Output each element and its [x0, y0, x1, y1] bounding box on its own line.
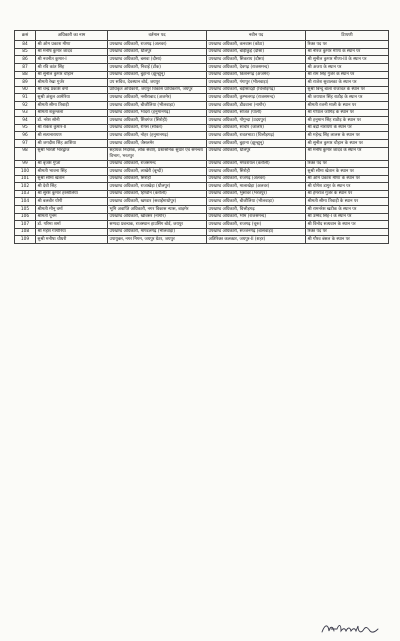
officer-name-cell: डॉ. गरिमा शर्मा	[36, 221, 108, 229]
remark-cell: श्रीमती सीमा तिवाड़ी के स्थान पर	[306, 198, 389, 206]
remark-cell: श्री ओम प्रकाश मीणा के स्थान पर	[306, 175, 389, 183]
serial-number-cell: 102	[15, 183, 36, 191]
current-post-cell: उपखण्ड अधिकारी, नोहर (हनुमानगढ़)	[108, 132, 207, 140]
remark-cell: श्री रामनरेश खटीक के स्थान पर	[306, 206, 389, 214]
current-post-cell: उपखण्ड अधिकारी, बीजौलिया (भीलवाड़ा)	[108, 101, 207, 109]
table-row	[15, 236, 389, 244]
new-post-cell: उपखण्ड अधिकारी, देवगढ़ (राजसमन्द)	[207, 63, 306, 71]
new-post-cell: उपखण्ड अधिकारी, मण्डरायल (करौली)	[207, 160, 306, 168]
table-row	[15, 132, 389, 140]
serial-number-cell: 87	[15, 63, 36, 71]
officer-name-cell: श्री सुनील कुमार चौहान	[36, 71, 108, 79]
table-row	[15, 190, 389, 198]
current-post-cell: उपखण्ड अधिकारी, राजगढ़ (अलवर)	[108, 41, 207, 49]
serial-number-cell: 103	[15, 190, 36, 198]
current-post-cell: उपखण्ड अधिकारी, बसवा (दौसा)	[108, 56, 207, 64]
remark-cell: सुश्री सीमा खेतान के स्थान पर	[306, 168, 389, 176]
new-post-cell: उपखण्ड अधिकारी, सोजत (पाली)	[207, 109, 306, 117]
new-post-cell: उपखण्ड अधिकारी, किशनगढ़ (अजमेर)	[207, 71, 306, 79]
table-row	[15, 160, 389, 168]
new-post-cell: उपखण्ड अधिकारी, मालाखेड़ा (अलवर)	[207, 183, 306, 191]
header-current-post: वर्तमान पद	[108, 31, 207, 41]
table-row	[15, 117, 389, 125]
table-row	[15, 213, 389, 221]
serial-number-cell: 104	[15, 198, 36, 206]
serial-number-cell: 96	[15, 132, 36, 140]
current-post-cell: उपखण्ड अधिकारी, सिरोही	[108, 175, 207, 183]
serial-number-cell: 106	[15, 213, 36, 221]
current-post-cell: उपखण्ड अधिकारी, लाखेरी (बून्दी)	[108, 168, 207, 176]
table-row	[15, 56, 389, 64]
officer-name-cell: श्री देवी सिंह	[36, 183, 108, 191]
remark-cell: श्री सुनील कुमार मीणा-III के स्थान पर	[306, 56, 389, 64]
table-row	[15, 41, 389, 49]
remark-cell: श्री सुनील कुमार चौहान के स्थान पर	[306, 139, 389, 147]
current-post-cell: उप सचिव, देवस्थान बोर्ड, जयपुर	[108, 79, 207, 87]
remark-cell: श्री बद्री नारायण के स्थान पर	[306, 124, 389, 132]
table-row	[15, 139, 389, 147]
table-row	[15, 221, 389, 229]
current-post-cell: उपखण्ड अधिकारी, नसीराबाद (अजमेर)	[108, 94, 207, 102]
officer-name-cell: सुश्री भारती भारद्वाज	[36, 147, 108, 160]
header-officer-name: अधिकारी का नाम	[36, 31, 108, 41]
serial-number-cell: 92	[15, 101, 36, 109]
table-row	[15, 79, 389, 87]
table-row	[15, 109, 389, 117]
serial-number-cell: 100	[15, 168, 36, 176]
new-post-cell: उपखण्ड अधिकारी, सिरोही	[207, 168, 306, 176]
new-post-cell: उपखण्ड अधिकारी, गोगुन्दा (उदयपुर)	[207, 117, 306, 125]
remark-cell: श्री राजेश सुवालका के स्थान पर	[306, 79, 389, 87]
header-serial-number: क्रसं	[15, 31, 36, 41]
officer-name-cell: सुश्री सीमा खेतान	[36, 175, 108, 183]
officer-name-cell: श्री नवनीत कुमार-I	[36, 56, 108, 64]
table-row	[15, 71, 389, 79]
serial-number-cell: 88	[15, 71, 36, 79]
officer-name-cell: श्री रवि कांत सिंह	[36, 63, 108, 71]
serial-number-cell: 107	[15, 221, 36, 229]
serial-number-cell: 97	[15, 139, 36, 147]
table-row	[15, 198, 389, 206]
remark-cell: श्री विनोद सत्यवान के स्थान पर	[306, 221, 389, 229]
new-post-cell: उपखण्ड अधिकारी, राजगढ़ (अलवर)	[207, 175, 306, 183]
new-post-cell: उपखण्ड अधिकारी, भुसावर (भरतपुर)	[207, 190, 306, 198]
officer-name-cell: श्री जगदीश सिंह आशिया	[36, 139, 108, 147]
new-post-cell: उपखण्ड अधिकारी, राजगढ़ (चूरू)	[207, 221, 306, 229]
serial-number-cell: 99	[15, 160, 36, 168]
new-post-cell: उपखण्ड अधिकारी, सज्जनगढ़ (बांसवाड़ा)	[207, 228, 306, 236]
remark-cell: रिक्त पद पर	[306, 228, 389, 236]
signature-stroke	[322, 625, 378, 632]
current-post-cell: भूमि अवाप्ति अधिकारी, नगर विकास न्यास, बाड़मेर	[108, 206, 207, 214]
table-row	[15, 168, 389, 176]
table-row	[15, 228, 389, 236]
table-row	[15, 48, 389, 56]
officer-name-cell: श्रीमती भावना सिंह	[36, 168, 108, 176]
new-post-cell: उपखण्ड अधिकारी, बाड़ीकुई (दौसा)	[207, 48, 306, 56]
current-post-cell: उपखण्ड अधिकारी, खींवसर (नागौर)	[108, 213, 207, 221]
signature	[320, 620, 380, 636]
remark-cell: रिक्त पद पर	[306, 160, 389, 168]
officer-name-cell: श्रीमती सीमा तिवाड़ी	[36, 101, 108, 109]
serial-number-cell: 84	[15, 41, 36, 49]
new-post-cell: उपखण्ड अधिकारी, रावतभाटा (चित्तौड़गढ़)	[207, 132, 306, 140]
remark-cell: श्री योगेश डागुर के स्थान पर	[306, 183, 389, 191]
current-post-cell: उपखण्ड अधिकारी, शिवगंज (सिरोही)	[108, 117, 207, 125]
new-post-cell: अतिरिक्त कलक्टर, जयपुर-II (शहर)	[207, 236, 306, 244]
new-post-cell: उपखण्ड अधिकारी, बुहाना (झुन्झुनू)	[207, 139, 306, 147]
current-post-cell: उपखण्ड अधिकारी, भादरा (हनुमानगढ़)	[108, 109, 207, 117]
header-remark: टिप्पणी	[306, 31, 389, 41]
officer-name-cell: श्री सुरेश कुमार हरसोलिया	[36, 190, 108, 198]
officer-name-cell: श्री महेश गागोरिया	[36, 228, 108, 236]
remark-cell: श्री हनुमान सिंह राठौड़ के स्थान पर	[306, 117, 389, 125]
serial-number-cell: 95	[15, 124, 36, 132]
current-post-cell: उपखण्ड अधिकारी, जैसलमेर	[108, 139, 207, 147]
officer-name-cell: श्री सत्यनारायण	[36, 132, 108, 140]
officer-name-cell: श्री ओम प्रकाश मीणा	[36, 41, 108, 49]
officer-name-cell: श्री बलबीर योगी	[36, 198, 108, 206]
serial-number-cell: 86	[15, 56, 36, 64]
current-post-cell: प्राधिकृत अधिकारी, जयपुर विकास प्राधिकरण, जयपुर	[108, 86, 207, 94]
remark-cell: श्री गौरव बंसल के स्थान पर	[306, 236, 389, 244]
officer-name-cell: श्रीमती रेखा गुर्जर	[36, 79, 108, 87]
remark-cell: श्रीमती रजनी माली के स्थान पर	[306, 101, 389, 109]
new-post-cell: उपखण्ड अधिकारी, कनवास (कोटा)	[207, 41, 306, 49]
current-post-cell: उपायुक्त, नगर निगम, जयपुर ग्रेटर, जयपुर	[108, 236, 207, 244]
serial-number-cell: 109	[15, 236, 36, 244]
remark-cell: श्री अजय के स्थान पर	[306, 63, 389, 71]
remark-cell: श्री महेन्द्र सिंह लालस के स्थान पर	[306, 132, 389, 140]
officer-name-cell: सुश्री मनीषा चौधरी	[36, 236, 108, 244]
serial-number-cell: 105	[15, 206, 36, 214]
table-row	[15, 86, 389, 94]
current-post-cell: उपखण्ड अधिकारी, धौलपुर	[108, 48, 207, 56]
serial-number-cell: 98	[15, 147, 36, 160]
table-body	[15, 41, 389, 244]
transfer-table	[14, 30, 389, 244]
table-row	[15, 101, 389, 109]
remark-cell: सुश्री बिन्दु बाला राजावत के स्थान पर	[306, 86, 389, 94]
new-post-cell: उपखण्ड अधिकारी, भीम (राजसमन्द)	[207, 213, 306, 221]
remark-cell: श्री उम्मेद सिंह-I के स्थान पर	[306, 213, 389, 221]
new-post-cell: उपखण्ड अधिकारी, बड़ीसादड़ी (चित्तौड़गढ़)	[207, 86, 306, 94]
new-post-cell: उपखण्ड अधिकारी, कुम्भलगढ़ (राजसमन्द)	[207, 94, 306, 102]
serial-number-cell: 93	[15, 109, 36, 117]
serial-number-cell: 91	[15, 94, 36, 102]
officer-name-cell: श्रीमती शकुन्तला	[36, 109, 108, 117]
new-post-cell: उपखण्ड अधिकारी, धौलपुर	[207, 147, 306, 160]
serial-number-cell: 94	[15, 117, 36, 125]
remark-cell: श्री राम सिंह गुर्जर के स्थान पर	[306, 71, 389, 79]
table-row	[15, 94, 389, 102]
serial-number-cell: 90	[15, 86, 36, 94]
remark-cell: श्री जयपाल सिंह राठौड़ के स्थान पर	[306, 94, 389, 102]
current-post-cell: सम्पदा प्रबन्धक, राजस्थान हाउसिंग बोर्ड, जयपुर	[108, 221, 207, 229]
serial-number-cell: 108	[15, 228, 36, 236]
officer-name-cell: सुश्री अंशुल आमेरिया	[36, 94, 108, 102]
current-post-cell: उपखण्ड अधिकारी, राजाखेड़ा (धौलपुर)	[108, 183, 207, 191]
officer-name-cell: डॉ. नरेश सोनी	[36, 117, 108, 125]
table-row	[15, 183, 389, 191]
serial-number-cell: 101	[15, 175, 36, 183]
current-post-cell: उपखण्ड अधिकारी, खण्डार (सवाईमाधोपुर)	[108, 198, 207, 206]
table-row	[15, 175, 389, 183]
table-row	[15, 206, 389, 214]
officer-name-cell: श्री मनीष कुमार जादव	[36, 48, 108, 56]
current-post-cell: सहायक निदेशक, लोक सेवाएं, प्रशासनिक सुधार एवं समन्वय विभाग, भरतपुर	[108, 147, 207, 160]
remark-cell: श्री मनीष कुमार जादव के स्थान पर	[306, 147, 389, 160]
new-post-cell: उपखण्ड अधिकारी, सांचौर (जालोर)	[207, 124, 306, 132]
table-row	[15, 124, 389, 132]
remark-cell: रिक्त पद पर	[306, 41, 389, 49]
current-post-cell: उपखण्ड अधिकारी, रींगस (सीकर)	[108, 124, 207, 132]
table-row	[15, 147, 389, 160]
remark-cell: श्री हेमराज गुर्जर के स्थान पर	[306, 190, 389, 198]
current-post-cell: उपखण्ड अधिकारी, राजसमन्द	[108, 160, 207, 168]
table-row	[15, 63, 389, 71]
current-post-cell: उपखण्ड अधिकारी, माण्डलगढ़ (भीलवाड़ा)	[108, 228, 207, 236]
officer-name-cell: श्री राकेश कुमार-II	[36, 124, 108, 132]
new-post-cell: उपखण्ड अधिकारी, सिकराय (दौसा)	[207, 56, 306, 64]
current-post-cell: उपखण्ड अधिकारी, निवाई (टोंक)	[108, 63, 207, 71]
new-post-cell: उपखण्ड अधिकारी, डीडवाना (नागौर)	[207, 101, 306, 109]
new-post-cell: उपखण्ड अधिकारी, गंगापुर (भीलवाड़ा)	[207, 79, 306, 87]
serial-number-cell: 89	[15, 79, 36, 87]
serial-number-cell: 85	[15, 48, 36, 56]
new-post-cell: उपखण्ड अधिकारी, चित्तौड़गढ़	[207, 206, 306, 214]
remark-cell: श्री नीरज कुमार मीणा के स्थान पर	[306, 48, 389, 56]
officer-name-cell: श्री बृजेश गुप्ता	[36, 160, 108, 168]
officer-name-cell: श्री चन्द्र प्रकाश वर्मा	[36, 86, 108, 94]
current-post-cell: उपखण्ड अधिकारी, हिण्डौन (करौली)	[108, 190, 207, 198]
officer-name-cell: श्रीमती मीनू वर्मा	[36, 206, 108, 214]
current-post-cell: उपखण्ड अधिकारी, बुहाना (झुन्झुनू)	[108, 71, 207, 79]
remark-cell: श्री गोपाल जांगिड़ के स्थान पर	[306, 109, 389, 117]
officer-name-cell: श्रीमती पूनम	[36, 213, 108, 221]
new-post-cell: उपखण्ड अधिकारी, बीजौलिया (भीलवाड़ा)	[207, 198, 306, 206]
header-new-post: नवीन पद	[207, 31, 306, 41]
table-header-row	[15, 31, 389, 41]
